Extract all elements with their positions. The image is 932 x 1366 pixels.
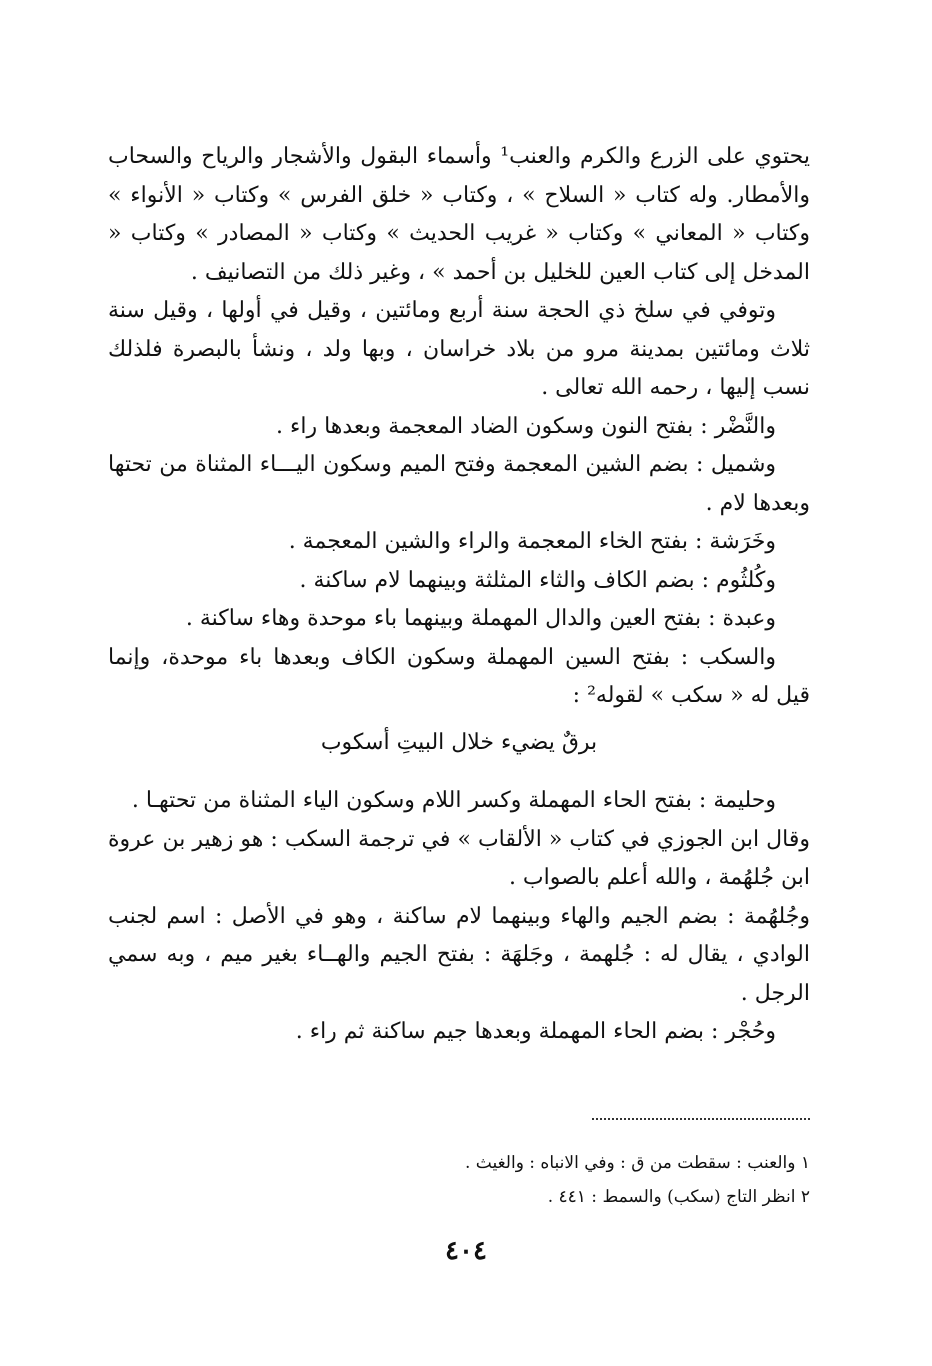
paragraph-shumayl: وشميل : بضم الشين المعجمة وفتح الميم وسكون اليـــاء المثناة من تحتها وبعدها لام . — [108, 452, 810, 516]
paragraph-death: وتوفي في سلخ ذي الحجة سنة أربع ومائتين ، وقيل في أولها ، وقيل سنة ثلاث ومائتين بمدينة مرو من بلاد خراسان ، وبها ولد ، ونشأ بالبصرة فلذلك نسب إليها ، رحمه الله تعالى . — [108, 298, 810, 400]
paragraph-sakb: والسكب : بفتح السين المهملة وسكون الكاف وبعدها باء موحدة، وإنما قيل له « سكب » لقوله² : — [108, 644, 810, 708]
footnote-1: ١ والعنب : سقطت من ق : وفي الانباه : والغيث . — [464, 1153, 810, 1173]
paragraph-nadr: والنَّضْر : بفتح النون وسكون الضاد المعجمة وبعدها راء . — [276, 413, 776, 439]
footnote-2: ٢ انظر التاج (سكب) والسمط : ٤٤١ . — [547, 1187, 810, 1207]
footnotes — [108, 1146, 810, 1214]
paragraph-kharasha: وخَرَشة : بفتح الخاء المعجمة والراء والشين المعجمة . — [288, 529, 776, 554]
footnote-divider — [592, 1118, 810, 1120]
main-text — [108, 138, 810, 1052]
paragraph-halima: وحليمة : بفتح الحاء المهملة وكسر اللام وسكون الياء المثناة من تحتهـا . — [131, 788, 776, 813]
paragraph-ibn-jawzi: وقال ابن الجوزي في كتاب « الألقاب » في ترجمة السكب : هو زهير بن عروة ابن جُلهُمة ، والله أعلم بالصواب . — [108, 826, 810, 890]
paragraph-abda: وعبدة : بفتح العين والدال المهملة وبينهما باء موحدة وهاء ساكنة . — [185, 606, 776, 631]
paragraph-hujr: وحُجْر : بضم الحاء المهملة وبعدها جيم ساكنة ثم راء . — [295, 1019, 776, 1044]
paragraph-julhuma: وجُلهُمة : بضم الجيم والهاء وبينهما لام ساكنة ، وهو في الأصل : اسم لجنب الوادي ، يقال له : جُلهمة ، وجَلهَة : بفتح الجيم والهــاء بغير ميم ، وبه سمي الرجل . — [108, 903, 810, 1006]
paragraph-kulthum: وكُلثُوم : بضم الكاف والثاء المثلثة وبينهما لام ساكنة . — [299, 567, 776, 593]
page-number: ٤٠٤ — [445, 1236, 487, 1266]
paragraph-description: يحتوي على الزرع والكرم والعنب¹ وأسماء البقول والأشجار والرياح والسحاب والأمطار. وله كتاب « السلاح » ، وكتاب « خلق الفرس » وكتاب « الأنواء » وكتاب « المعاني » وكتاب « غريب الحديث » وكتاب « المصادر » وكتاب « المدخل إلى كتاب العين للخليل بن أحمد » ، وغير ذلك من التصانيف . — [108, 144, 810, 285]
verse-line: برقٌ يضيء خلال البيتِ أسكوب — [320, 729, 598, 755]
